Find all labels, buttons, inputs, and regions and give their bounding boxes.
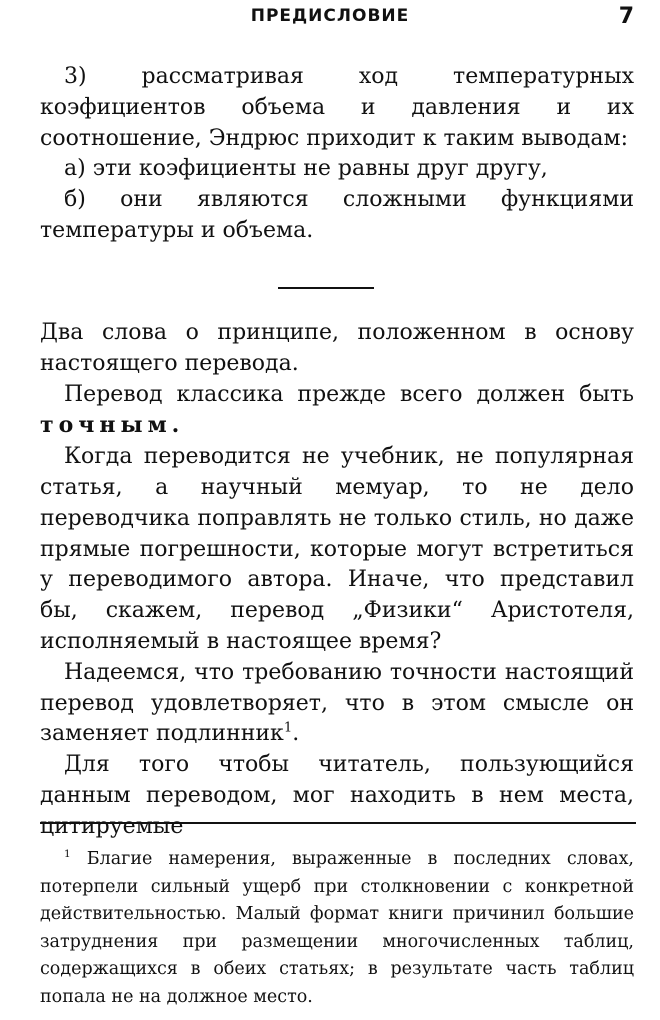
footnote-paragraph (40, 846, 634, 1011)
paragraph-original-text: Надеемся, что требованию точности настоящий перевод удовлетворяет, что в этом смысле он заменяет подлинник (40, 659, 634, 747)
paragraph-memoir: Когда переводится не учебник, не популярная статья, а научный мемуар, то не дело переводчика поправлять не только стиль, но даже прямые погрешности, которые могут встретиться у переводимого автора. Иначе, что представил бы, скажем, перевод „Физики“ Аристотеля, исполняемый в настоящее время? (40, 444, 634, 654)
conclusion-item-3a: а) эти коэфициенты не равны друг другу, (64, 156, 548, 182)
page-number: 7 (618, 4, 634, 29)
running-title: ПРЕДИСЛОВИЕ (250, 6, 410, 26)
conclusion-item-3b: б) они являются сложными функциями температуры и объема. (40, 187, 634, 243)
paragraph-original-end: . (292, 721, 300, 747)
paragraph-exactness-text: Перевод классика прежде всего должен быть (64, 381, 634, 407)
paragraph-citations: Для того чтобы читатель, пользующийся данным переводом, мог находить в нем места, цитируемые (40, 752, 634, 839)
footnote-rule (40, 822, 636, 824)
paragraph-exactness (40, 380, 634, 443)
paragraph-original (40, 658, 634, 750)
footnote-text: Благие намерения, выраженные в последних словах, потерпели сильный ущерб при столкновении с конкретной действительностью. Малый формат книги причинил большие затруднения при размещении многочисленных таблиц, содержащихся в обеих статьях; в результате часть таблиц попала не на должное место. (40, 849, 634, 1007)
footnote (40, 846, 634, 1011)
section-divider (278, 287, 374, 289)
enumerated-conclusions (40, 62, 634, 247)
paragraph-translation-principle: Два слова о принципе, положенном в основу настоящего перевода. (40, 320, 634, 376)
footnote-reference: 1 (283, 721, 293, 737)
emphasis-word: точным. (40, 412, 185, 439)
conclusion-item-3: 3) рассматривая ход температурных коэфициентов объема и давления и их соотношение, Эндрюс приходит к таким выводам: (40, 64, 634, 151)
translator-preface-body (40, 318, 634, 843)
footnote-mark: 1 (64, 848, 71, 861)
